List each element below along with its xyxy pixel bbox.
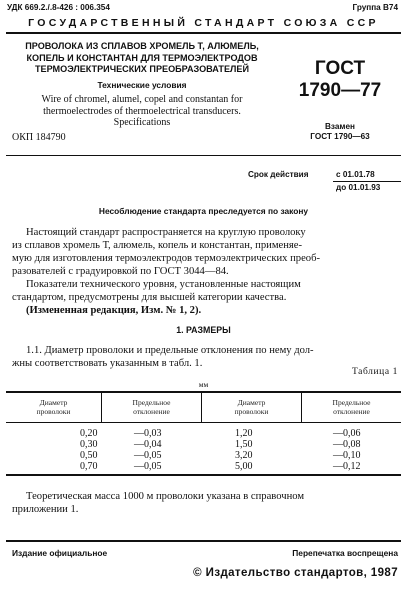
intro-line-4: разователей с градуировкой по ГОСТ 3044—84. bbox=[12, 266, 229, 277]
table-cell: 0,30 bbox=[80, 439, 98, 450]
title-en-line-2: thermoelectrodes of thermoelectrical transducers. bbox=[43, 105, 241, 117]
copyright-icon: © bbox=[193, 567, 203, 579]
table-cell: 5,00 bbox=[235, 461, 253, 472]
table-column-diameter-1 bbox=[80, 428, 98, 472]
title-ru bbox=[12, 41, 272, 76]
indicators-line-1: Показатели технического уровня, установленные настоящим bbox=[26, 279, 301, 290]
validity-from: с 01.01.78 bbox=[336, 170, 375, 179]
table-header-diameter-2-line-2: проволоки bbox=[234, 407, 269, 416]
table-cell: 0,70 bbox=[80, 461, 98, 472]
table-header-diameter-2-line-1: Диаметр bbox=[237, 398, 266, 407]
gost-label: ГОСТ bbox=[314, 58, 366, 79]
table-header-diameter-1 bbox=[6, 398, 101, 416]
mass-line-1: Теоретическая масса 1000 м проволоки указана в справочном bbox=[26, 491, 305, 502]
table-caption: Таблица 1 bbox=[351, 367, 398, 377]
mass-paragraph bbox=[12, 490, 400, 516]
intro-line-3: мую для изготовления термоэлектродов термоэлектрических преоб- bbox=[12, 253, 320, 264]
title-en-line-3: Specifications bbox=[113, 117, 171, 128]
spec-subtitle-ru: Технические условия bbox=[97, 80, 187, 90]
mass-line-2: приложении 1. bbox=[12, 504, 79, 515]
table-cell: 1,50 bbox=[235, 439, 253, 450]
intro-line-1: Настоящий стандарт распространяется на круглую проволоку bbox=[26, 227, 306, 238]
table-cell: 0,20 bbox=[80, 428, 98, 439]
copyright-line bbox=[193, 567, 398, 579]
table-column-deviation-2 bbox=[333, 428, 361, 472]
table-cell: —0,04 bbox=[134, 439, 162, 450]
enforcement-note: Несоблюдение стандарта преследуется по закону bbox=[98, 206, 309, 216]
clause-1-1-line-2: жны соответствовать указанным в табл. 1. bbox=[12, 358, 203, 369]
title-en bbox=[12, 94, 272, 129]
table-cell: —0,05 bbox=[134, 450, 162, 461]
replaces-block bbox=[280, 122, 400, 142]
indicators-line-2: стандартом, предусмотрены для высшей категории качества. bbox=[12, 292, 287, 303]
clause-1-1-line-1: 1.1. Диаметр проволоки и предельные отклонения по нему дол- bbox=[26, 345, 314, 356]
gost-number bbox=[280, 58, 400, 102]
table-cell: 3,20 bbox=[235, 450, 253, 461]
table-top-rule bbox=[6, 391, 401, 393]
footer-rule bbox=[6, 540, 401, 542]
okp-code: ОКП 184790 bbox=[12, 132, 66, 143]
title-ru-line-3: ТЕРМОЭЛЕКТРИЧЕСКИХ ПРЕОБРАЗОВАТЕЛЕЙ bbox=[34, 64, 249, 74]
table-cell: —0,08 bbox=[333, 439, 361, 450]
table-cell: —0,06 bbox=[333, 428, 361, 439]
table-header-deviation-2-line-2: отклонение bbox=[333, 407, 370, 416]
validity-to: до 01.01.93 bbox=[336, 183, 381, 192]
official-edition: Издание официальное bbox=[12, 548, 108, 558]
copyright-text: Издательство стандартов, 1987 bbox=[205, 567, 398, 579]
table-header-deviation-1 bbox=[102, 398, 201, 416]
table-header-diameter-2 bbox=[202, 398, 301, 416]
table-cell: —0,05 bbox=[134, 461, 162, 472]
section-heading-sizes: 1. РАЗМЕРЫ bbox=[176, 325, 231, 335]
table-cell: 1,20 bbox=[235, 428, 253, 439]
table-header-deviation-1-line-1: Предельное bbox=[132, 398, 171, 407]
replaces-label: Взамен bbox=[325, 122, 355, 131]
table-unit: мм bbox=[198, 380, 209, 389]
amendment-note: (Измененная редакция, Изм. № 1, 2). bbox=[26, 305, 202, 316]
table-cell: —0,03 bbox=[134, 428, 162, 439]
title-en-line-1: Wire of chromel, alumel, copel and constantan for bbox=[41, 94, 243, 105]
standard-banner: ГОСУДАРСТВЕННЫЙ СТАНДАРТ СОЮЗА ССР bbox=[28, 17, 379, 29]
table-header-diameter-1-line-1: Диаметр bbox=[39, 398, 68, 407]
table-header-deviation-1-line-2: отклонение bbox=[133, 407, 170, 416]
intro-line-2: из сплавов хромель Т, алюмель, копель и константан, применяе- bbox=[12, 240, 302, 251]
title-ru-line-1: ПРОВОЛОКА ИЗ СПЛАВОВ ХРОМЕЛЬ Т, АЛЮМЕЛЬ, bbox=[25, 41, 259, 51]
reprint-prohibited: Перепечатка воспрещена bbox=[292, 548, 398, 558]
gost-code: 1790—77 bbox=[298, 80, 382, 101]
replaces-value: ГОСТ 1790—63 bbox=[310, 132, 370, 141]
table-header-deviation-2-line-1: Предельное bbox=[332, 398, 371, 407]
table-column-deviation-1 bbox=[134, 428, 162, 472]
title-ru-line-2: КОПЕЛЬ И КОНСТАНТАН ДЛЯ ТЕРМОЭЛЕКТРОДОВ bbox=[26, 52, 258, 63]
clause-1-1 bbox=[12, 344, 400, 370]
table-header-diameter-1-line-2: проволоки bbox=[36, 407, 71, 416]
title-rule bbox=[6, 155, 401, 156]
udk-code: УДК 669.2./.8-426 : 006.354 bbox=[7, 3, 110, 12]
intro-paragraph bbox=[12, 226, 400, 317]
table-column-diameter-2 bbox=[235, 428, 253, 472]
table-cell: 0,50 bbox=[80, 450, 98, 461]
table-cell: —0,10 bbox=[333, 450, 361, 461]
validity-divider bbox=[333, 181, 401, 182]
validity-label: Срок действия bbox=[248, 170, 309, 179]
table-bottom-rule bbox=[6, 474, 401, 476]
group-code: Группа В74 bbox=[352, 3, 398, 12]
table-cell: —0,12 bbox=[333, 461, 361, 472]
banner-rule bbox=[6, 32, 401, 34]
table-header-rule bbox=[6, 422, 401, 423]
table-header-deviation-2 bbox=[302, 398, 401, 416]
